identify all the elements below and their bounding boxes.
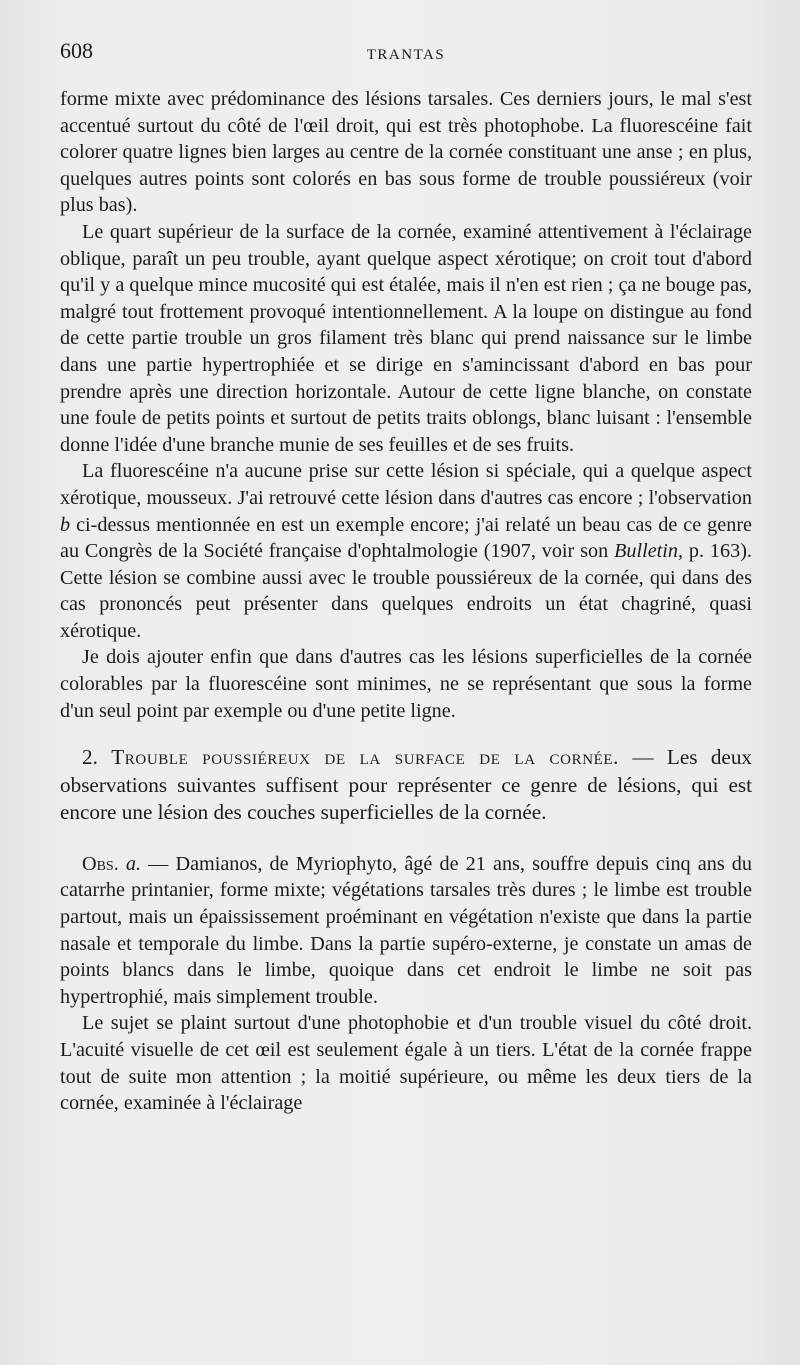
p3-text-c: ci-dessus mentionnée en est un exemple encore; j'ai relaté un beau cas de ce genre au Congrès de la Société française d'ophtalmologie (1907, voir son xyxy=(60,513,752,563)
paragraph-continuation: forme mixte avec prédominance des lésions tarsales. Ces derniers jours, le mal s'est accentué surtout du côté de l'œil droit, qui est très photophobe. La fluorescéine fait colorer quatre lignes bien larges au centre de la cornée constituant une anse ; en plus, quelques autres points sont colorés en bas sous forme de trouble poussiéreux (voir plus bas). xyxy=(60,88,752,217)
obs-text: — Damianos, de Myriophyto, âgé de 21 ans, souffre depuis cinq ans du catarrhe printanier, forme mixte; végétations tarsales très dures ; le limbe est trouble partout, mais un épaississement proéminant en végétation n'existe que dans la partie nasale et temporale du limbe. Dans la partie supéro-externe, je constate un amas de points blancs dans le limbe, quoique dans cet endroit le limbe ne soit pas hypertrophié, mais simplement trouble. xyxy=(60,852,752,1008)
spacer xyxy=(60,827,752,851)
obs-letter: a. xyxy=(125,852,142,875)
paragraph-photophobie: Le sujet se plaint surtout d'une photophobie et d'un trouble visuel du côté droit. L'acuité visuelle de cet œil est seulement égale à un tiers. L'état de la cornée frappe tout de suite mon attention ; la moitié supérieure, ou même les deux tiers de la cornée, examinée à l'éclairage xyxy=(60,1012,752,1115)
p3-text-a: La fluorescéine n'a aucune prise sur cette lésion si spéciale, qui a quelque aspect xérotique, mousseux. J'ai retrouvé cette lésion dans d'autres cas encore ; l'observation xyxy=(60,460,752,509)
spacer xyxy=(60,724,752,744)
running-title: TRANTAS xyxy=(366,47,446,63)
page-number: 608 xyxy=(60,38,93,63)
section-intro: — Les deux observations suivantes suffisent pour représenter ce genre de lésions, qui est encore une lésion des couches superficielles de la cornée. xyxy=(60,745,753,825)
p3-bulletin: Bulletin xyxy=(614,540,678,563)
page-header xyxy=(60,38,752,68)
p3-ref-b: b xyxy=(60,513,71,536)
paragraph-fluoresceine xyxy=(60,458,752,644)
section-title: Trouble poussiéreux de la surface de la cornée. xyxy=(111,745,620,770)
paragraph-quart-superieur: Le quart supérieur de la surface de la cornée, examiné attentivement à l'éclairage oblique, paraît un peu trouble, ayant quelque aspect xérotique; on croit tout d'abord qu'il y a quelque mince mucosité qui est étalée, mais il n'en est rien ; ça ne bouge pas, malgré tout frottement provoqué intentionnellement. A la loupe on distingue au fond de cette partie trouble un gros filament très blanc qui prend naissance sur le limbe dans une partie hypertrophiée et se dirige en s'amincissant d'abord en bas pour prendre après une direction horizontale. Autour de cette ligne blanche, on constate une foule de petits points et surtout de petits traits oblongs, blanc luisant : l'ensemble donne l'idée d'une branche munie de ses feuilles et de ses fruits. xyxy=(60,220,752,456)
page-body xyxy=(60,86,752,1117)
p3-text-e: , p. 163). Cette lésion se combine aussi avec le trouble poussiéreux de la cornée, qui dans des cas prononcés peut présenter dans quelques endroits un état chagriné, quasi xérotique. xyxy=(60,540,752,642)
observation-a xyxy=(60,851,752,1011)
section-heading xyxy=(60,744,752,827)
obs-label: Obs. xyxy=(82,852,126,875)
paragraph-lesions-minimes: Je dois ajouter enfin que dans d'autres cas les lésions superficielles de la cornée colorables par la fluorescéine sont minimes, ne se représentant que sous la forme d'un seul point par exemple ou d'une petite ligne. xyxy=(60,646,752,722)
section-number: 2. xyxy=(82,745,112,770)
